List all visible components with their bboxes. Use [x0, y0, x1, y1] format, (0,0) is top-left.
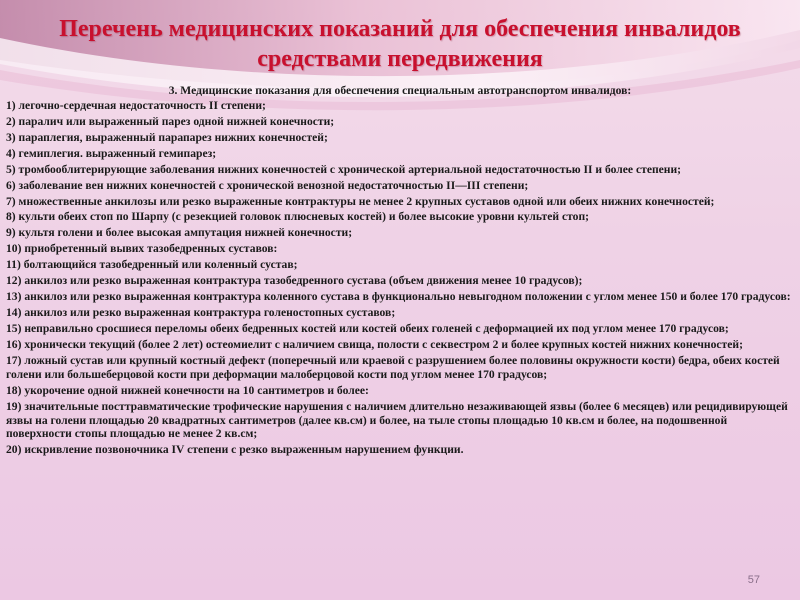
- list-item: 14) анкилоз или резко выраженная контрактура голеностопных суставов;: [6, 306, 396, 320]
- slide-content: [6, 84, 794, 459]
- list-item: 19) значительные посттравматические трофические нарушения с наличием длительно незаживающей язвы (более 6 месяцев) или рецидивирующей язвы на голени площадью 20 квадратных сантиметров (далее кв.см) и более, на тыле стопы площадью 10 кв.см и более, на подошвенной поверхности стопы площадью не менее 2 кв.см;: [6, 399, 788, 441]
- list-item: 13) анкилоз или резко выраженная контрактура коленного сустава в функционально невыгодном положении с углом менее 150 и более 170 градусов:: [6, 290, 791, 304]
- list-item: 11) болтающийся тазобедренный или коленный сустав;: [6, 258, 298, 272]
- list-item: 9) культя голени и более высокая ампутация нижней конечности;: [6, 226, 353, 240]
- list-item: 17) ложный сустав или крупный костный дефект (поперечный или краевой с разрушением более половины окружности кости) бедра, обеих костей голени или большеберцовой кости при деформации малоберцовой кости под углом менее 170 градусов;: [6, 354, 780, 381]
- section-subheading: 3. Медицинские показания для обеспечения специальным автотранспортом инвалидов:: [168, 84, 632, 97]
- list-item: 12) анкилоз или резко выраженная контрактура тазобедренного сустава (объем движения менее 10 градусов);: [6, 274, 583, 288]
- list-item: 18) укорочение одной нижней конечности на 10 сантиметров и более:: [6, 383, 369, 397]
- page-number: 57: [747, 574, 760, 586]
- list-item: 6) заболевание вен нижних конечностей с хронической венозной недостаточностью II—III степени;: [6, 178, 529, 192]
- list-item: 2) паралич или выраженный парез одной нижней конечности;: [6, 114, 335, 128]
- list-item: 5) тромбооблитерирующие заболевания нижних конечностей с хронической артериальной недостаточностью II и более степени;: [6, 162, 682, 176]
- list-item: 16) хронически текущий (более 2 лет) остеомиелит с наличием свища, полости с секвестром 2 и более крупных костей нижних конечностей;: [6, 338, 743, 352]
- list-item: 15) неправильно сросшиеся переломы обеих бедренных костей или костей обеих голеней с деформацией их под углом менее 170 градусов;: [6, 322, 729, 336]
- list-item: 20) искривление позвоночника IV степени с резко выраженным нарушением функции.: [6, 443, 464, 457]
- list-item: 10) приобретенный вывих тазобедренных суставов:: [6, 242, 278, 256]
- list-item: 4) гемиплегия. выраженный гемипарез;: [6, 146, 217, 160]
- list-item: 7) множественные анкилозы или резко выраженные контрактуры не менее 2 крупных суставов одной или обеих нижних конечностей;: [6, 194, 715, 208]
- list-item: 8) культи обеих стоп по Шарпу (с резекцией головок плюсневых костей) и более высокие уровни культей стоп;: [6, 210, 589, 224]
- list-item: 1) легочно-сердечная недостаточность II степени;: [6, 98, 266, 112]
- slide-title: Перечень медицинских показаний для обеспечения инвалидов средствами передвижения: [59, 16, 741, 72]
- list-item: 3) параплегия, выраженный парапарез нижних конечностей;: [6, 130, 328, 144]
- indications-list: [6, 99, 794, 457]
